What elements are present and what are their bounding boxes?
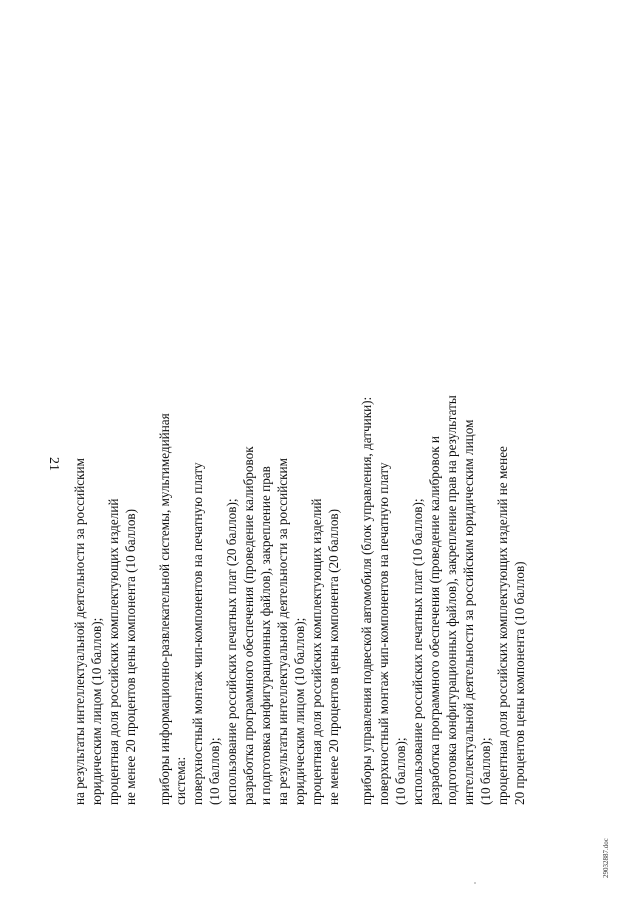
text-line: поверхностный монтаж чип-компонентов на печатную плату (376, 462, 392, 805)
text-line: и подготовка конфигурационных файлов), закрепление прав (257, 466, 273, 805)
text-block-2 (157, 95, 343, 805)
footer-code: 29032887.doc (602, 838, 610, 878)
text-line: юридическим лицом (10 баллов); (291, 617, 307, 805)
text-line: (10 баллов); (207, 737, 223, 805)
text-line: юридическим лицом (10 баллов); (88, 617, 104, 805)
text-line: на результаты интеллектуальной деятельности за российским (72, 458, 87, 805)
text-line: (10 баллов); (477, 737, 493, 805)
text-line: приборы управления подвеской автомобиля (блок управления, датчики): (359, 396, 375, 805)
text-line: интеллектуальной деятельности за российским юридическим лицом (460, 419, 476, 805)
text-line: приборы информационно-развлекательной системы, мультимедийная (156, 413, 172, 805)
document-body (72, 95, 545, 805)
text-line: процентная доля российских комплектующих изделий (105, 498, 121, 805)
text-line: на результаты интеллектуальной деятельности за российским (274, 458, 290, 805)
text-line: использование российских печатных плат (20 баллов); (224, 498, 240, 805)
text-line: процентная доля российских комплектующих изделий не менее (494, 446, 510, 805)
scan-dot (474, 882, 476, 884)
text-line: поверхностный монтаж чип-компонентов на печатную плату (190, 462, 206, 805)
page-number: 21 (46, 457, 61, 471)
text-line: подготовка конфигурационных файлов), закрепление прав на результаты (443, 395, 459, 805)
text-line: разработка программного обеспечения (проведение калибровок (241, 446, 257, 805)
text-line: (10 баллов); (393, 737, 409, 805)
text-line: не менее 20 процентов цены компонента (10 баллов) (122, 508, 138, 805)
text-line: не менее 20 процентов цены компонента (20 баллов) (325, 508, 341, 805)
text-block-1 (72, 95, 140, 805)
text-line: процентная доля российских комплектующих изделий (308, 498, 324, 805)
text-line: система: (173, 756, 189, 805)
text-line: использование российских печатных плат (10 баллов); (410, 498, 426, 805)
text-line: 20 процентов цены компонента (10 баллов) (511, 561, 527, 805)
text-block-3 (359, 95, 528, 805)
text-line: разработка программного обеспечения (проведение калибровок и (427, 436, 442, 805)
